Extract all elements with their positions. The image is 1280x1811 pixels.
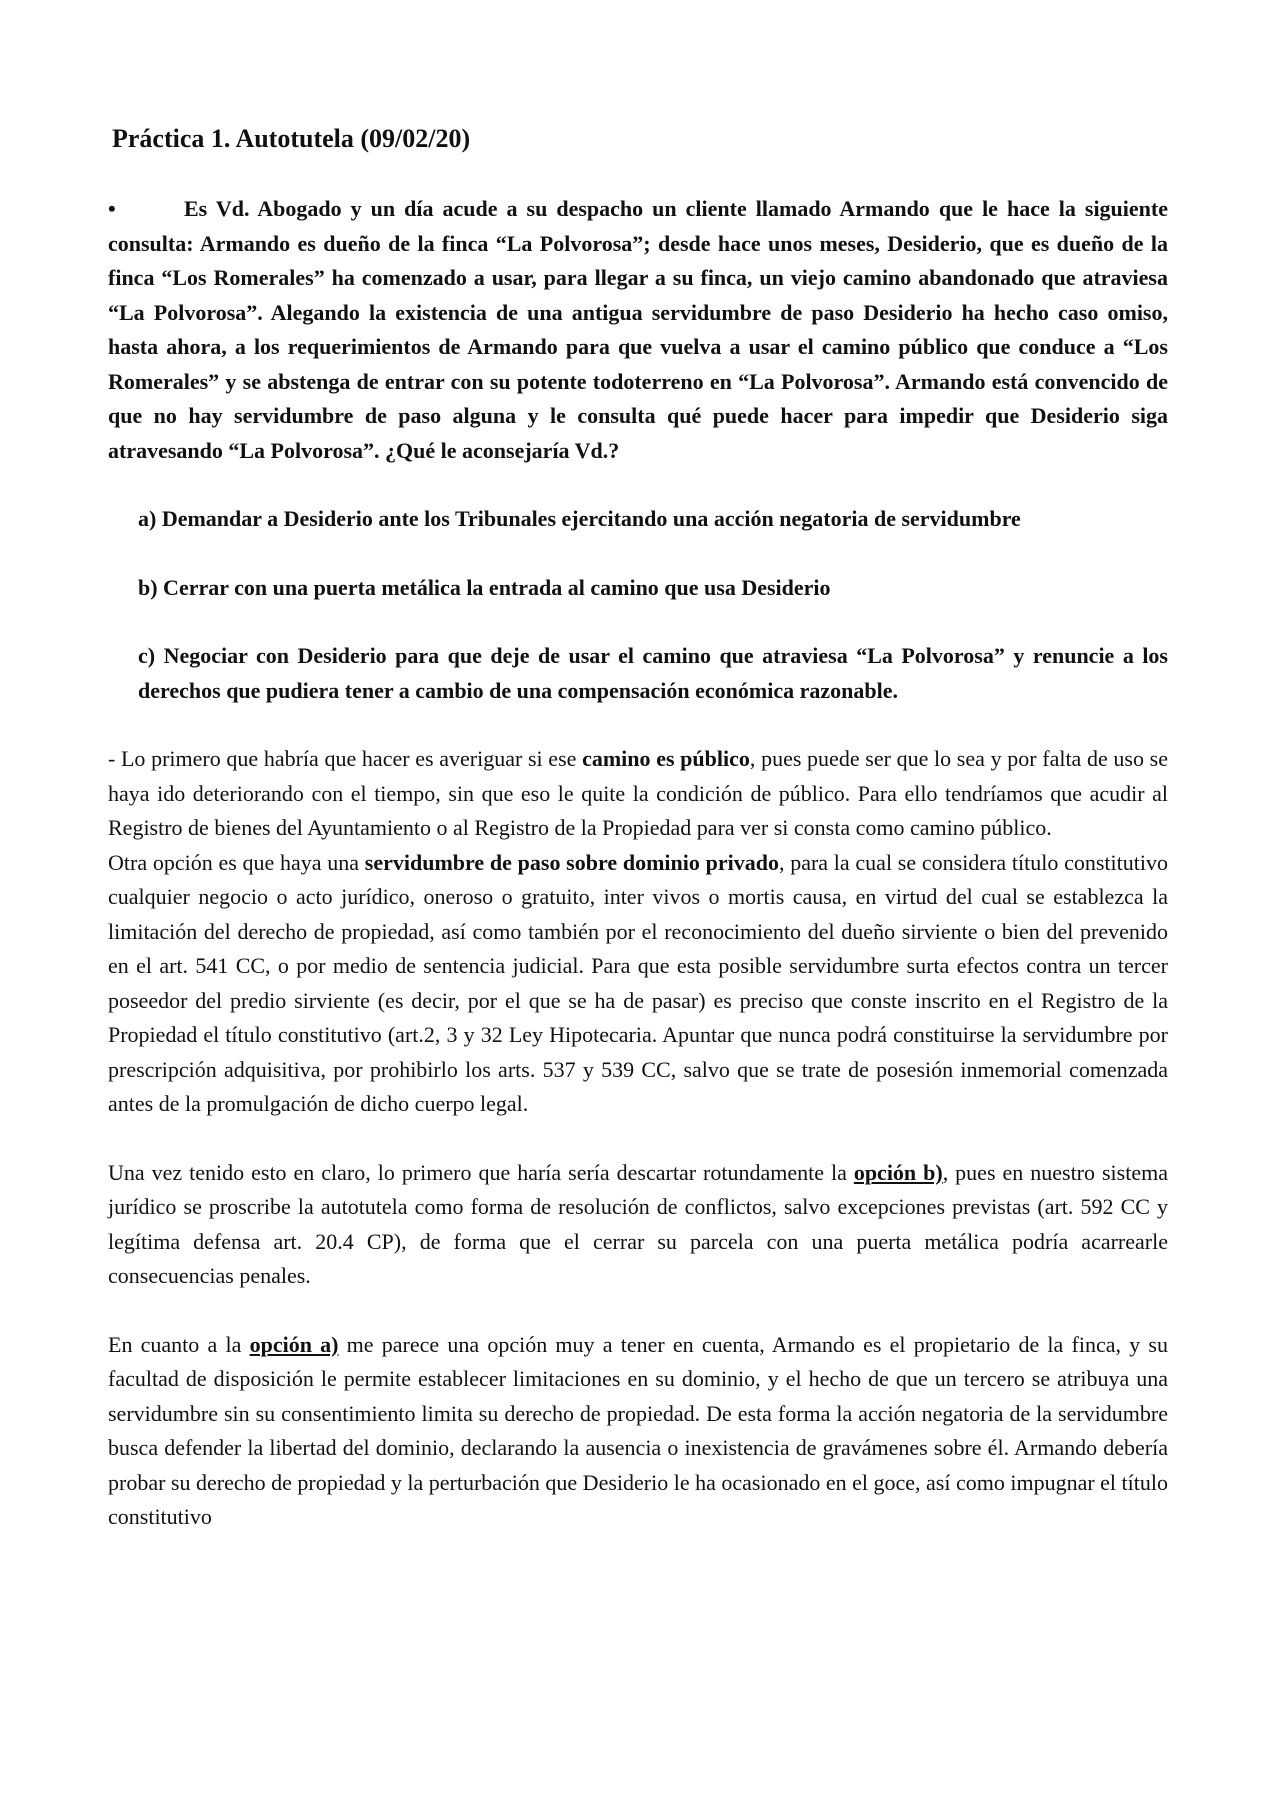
answer-p2-text: Otra opción es que haya una — [108, 849, 365, 875]
answer-paragraph-2 — [108, 846, 1168, 1122]
answer-p4-bold-underline: opción a) — [249, 1331, 339, 1357]
answer-p3-text: Una vez tenido esto en claro, lo primero que haría sería descartar rotundamente la — [108, 1159, 854, 1185]
option-c: c) Negociar con Desiderio para que deje de usar el camino que atraviesa “La Polvorosa” y renuncie a los derechos que pudiera tener a cambio de una compensación económica razonable. — [138, 643, 1168, 703]
answer-paragraph-1 — [108, 742, 1168, 846]
question-text: Es Vd. Abogado y un día acude a su despacho un cliente llamado Armando que le hace la siguiente consulta: Armando es dueño de la finca “La Polvorosa”; desde hace unos meses, Desiderio, que es dueño de la finca “Los Romerales” ha comenzado a usar, para llegar a su finca, un viejo camino abandonado que atraviesa “La Polvorosa”. Alegando la existencia de una antigua servidumbre de paso Desiderio ha hecho caso omiso, hasta ahora, a los requerimientos de Armando para que vuelva a usar el camino público que conduce a “Los Romerales” y se abstenga de entrar con su potente todoterreno en “La Polvorosa”. Armando está convencido de que no hay servidumbre de paso alguna y le consulta qué puede hacer para impedir que Desiderio siga atravesando “La Polvorosa”. ¿Qué le aconsejaría Vd.? — [108, 196, 1168, 463]
answer-p4-text-after: me parece una opción muy a tener en cuenta, Armando es el propietario de la finca, y su facultad de disposición le permite establecer limitaciones en su dominio, y el hecho de que un tercero se atribuya una servidumbre sin su consentimiento limita su derecho de propiedad. De esta forma la acción negatoria de la servidumbre busca defender la libertad del dominio, declarando la ausencia o inexistencia de gravámenes sobre él. Armando debería probar su derecho de propiedad y la perturbación que Desiderio le ha ocasionado en el goce, así como impugnar el título constitutivo — [108, 1331, 1168, 1529]
page-title: Práctica 1. Autotutela (09/02/20) — [112, 124, 471, 153]
answer-p1-bold: camino es público — [582, 746, 750, 771]
bullet-icon: • — [108, 196, 116, 221]
answer-section — [108, 742, 1168, 1535]
answer-p3-text-after: , pues en nuestro sistema jurídico se proscribe la autotutela como forma de resolución de conflictos, salvo excepciones previstas (art. 592 CC y legítima defensa art. 20.4 CP), de forma que el cerrar su parcela con una puerta metálica podría acarrearle consecuencias penales. — [108, 1159, 1168, 1288]
answer-p4-text: En cuanto a la — [108, 1331, 250, 1357]
answer-p3-bold-underline: opción b) — [853, 1159, 943, 1185]
option-b: b) Cerrar con una puerta metálica la entrada al camino que usa Desiderio — [138, 574, 831, 600]
question-paragraph — [108, 192, 1168, 468]
answer-p2-text-after: , para la cual se considera título constitutivo cualquier negocio o acto jurídico, oneroso o gratuito, inter vivos o mortis causa, en virtud del cual se establezca la limitación del derecho de propiedad, así como también por el reconocimiento del dueño sirviente o bien del prevenido en el art. 541 CC, o por medio de sentencia judicial. Para que esta posible servidumbre surta efectos contra un tercer poseedor del predio sirviente (es decir, por el que se ha de pasar) es preciso que conste inscrito en el Registro de la Propiedad el título constitutivo (art.2, 3 y 32 Ley Hipotecaria. Apuntar que nunca podrá constituirse la servidumbre por prescripción adquisitiva, por prohibirlo los arts. 537 y 539 CC, salvo que se trate de posesión inmemorial comenzada antes de la promulgación de dicho cuerpo legal. — [108, 849, 1168, 1116]
answer-p1-text-after: , pues puede ser que lo sea y por falta de uso se haya ido deteriorando con el tiempo, sin que eso le quite la condición de público. Para ello tendríamos que acudir al Registro de bienes del Ayuntamiento o al Registro de la Propiedad para ver si consta como camino público. — [108, 746, 1168, 840]
option-a: a) Demandar a Desiderio ante los Tribunales ejercitando una acción negatoria de servidumbre — [138, 506, 1021, 531]
answer-p2-bold: servidumbre de paso sobre dominio privado — [364, 849, 779, 875]
answer-paragraph-4 — [108, 1328, 1168, 1535]
answer-p1-text: - Lo primero que habría que hacer es averiguar si ese — [108, 746, 583, 771]
answer-paragraph-3 — [108, 1156, 1168, 1294]
